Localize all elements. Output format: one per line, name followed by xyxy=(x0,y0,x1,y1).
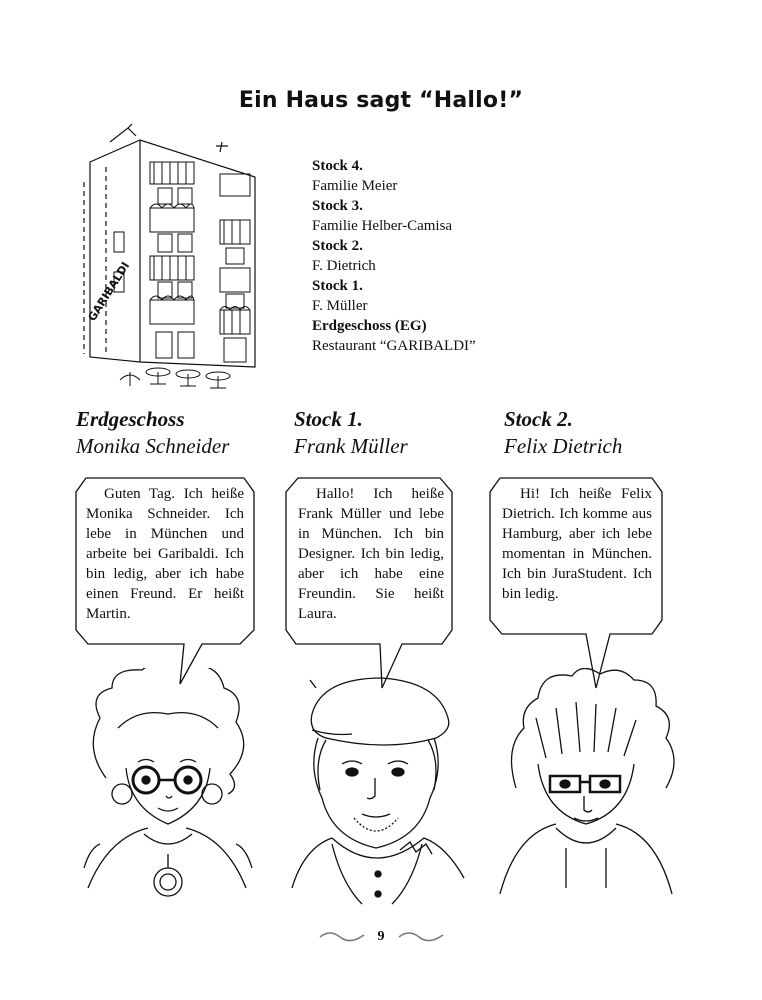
page-title: Ein Haus sagt “Hallo!” xyxy=(238,88,524,113)
speech-text: Guten Tag. Ich heiße Monika Schneider. Ich lebe in München und arbeite bei Garibaldi. Ich bin ledig, aber ich habe einen Freund. Er heißt Martin. xyxy=(86,486,244,622)
portrait-monika xyxy=(78,668,258,913)
floor-directory xyxy=(312,156,476,356)
speech-text: Hi! Ich heiße Felix Dietrich. Ich komme aus Hamburg, aber ich lebe momentan in München. Ich bin JuraStudent. Ich bin ledig. xyxy=(502,486,652,602)
floor-label: Stock 3. xyxy=(312,198,363,214)
floor-resident: Familie Helber-Camisa xyxy=(312,218,453,234)
building-illustration xyxy=(70,122,280,392)
floor-label: Stock 2. xyxy=(312,238,363,254)
floor-resident: Familie Meier xyxy=(312,178,398,194)
floor-label: Stock 1. xyxy=(312,278,363,294)
floor-resident: Restaurant “GARIBALDI” xyxy=(312,338,476,354)
column-header-1 xyxy=(76,406,229,460)
column-floor: Stock 2. xyxy=(504,407,573,431)
page-footer xyxy=(0,928,762,946)
page-number: 9 xyxy=(377,929,385,945)
column-floor: Erdgeschoss xyxy=(76,407,185,431)
floor-label: Stock 4. xyxy=(312,158,363,174)
column-header-3 xyxy=(504,406,622,460)
speech-text: Hallo! Ich heiße Frank Müller und lebe in München. Ich bin Designer. Ich bin ledig, aber ich habe eine Freundin. Sie heißt Laura. xyxy=(298,486,444,622)
column-floor: Stock 1. xyxy=(294,407,363,431)
column-person-name: Monika Schneider xyxy=(76,434,230,458)
portrait-frank xyxy=(282,668,472,913)
swirl-ornament-right xyxy=(397,931,445,943)
building-sign: GARIBALDI xyxy=(85,259,133,324)
portrait-felix xyxy=(496,668,676,913)
column-person-name: Frank Müller xyxy=(294,434,408,458)
floor-label: Erdgeschoss (EG) xyxy=(312,318,427,334)
column-person-name: Felix Dietrich xyxy=(504,434,623,458)
swirl-ornament-left xyxy=(318,931,366,943)
floor-resident: F. Müller xyxy=(312,298,368,314)
floor-resident: F. Dietrich xyxy=(312,258,376,274)
column-header-2 xyxy=(294,406,408,460)
